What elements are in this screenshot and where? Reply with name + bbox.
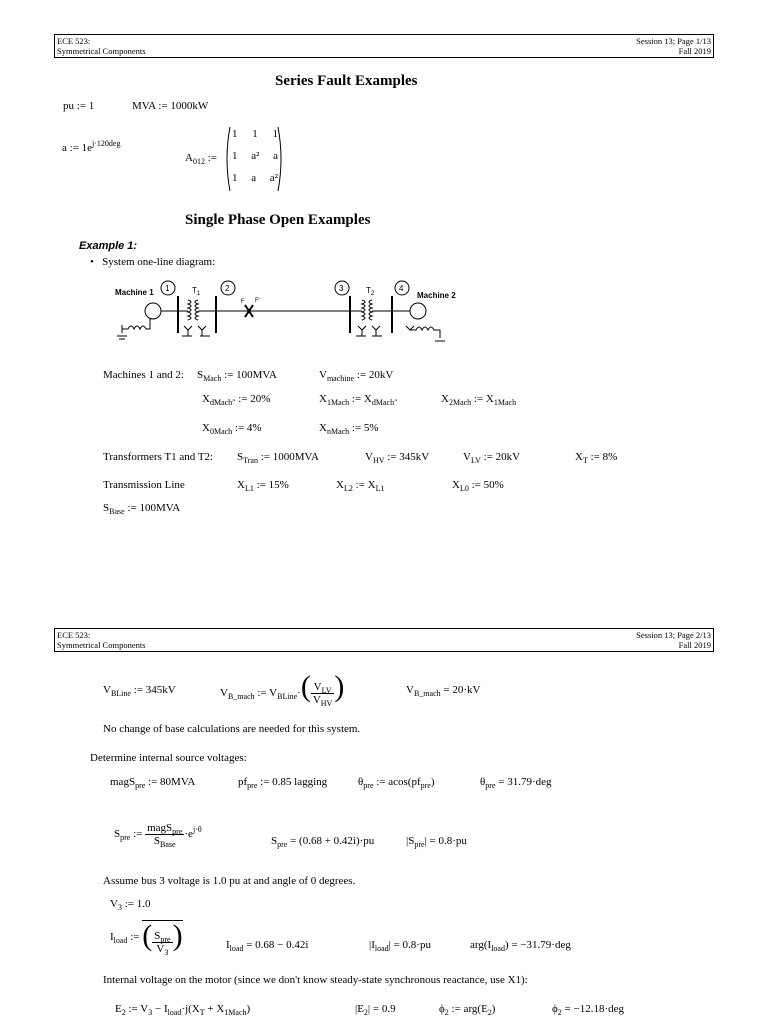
page2-header-right: Session 13; Page 2/13 Fall 2019 bbox=[636, 630, 711, 650]
t2-symbol bbox=[350, 300, 392, 320]
page1-header bbox=[54, 34, 714, 58]
fault-f-label: F bbox=[241, 299, 245, 305]
xl1-def: $X_{L1}$ := 15% bbox=[237, 479, 289, 493]
no-change-note: No change of base calculations are needed for this system. bbox=[103, 723, 361, 735]
bus1-number: 1 bbox=[165, 284, 170, 293]
xl0-def: $X_{L0}$ := 50% bbox=[452, 479, 504, 493]
bus2-number: 2 bbox=[225, 284, 230, 293]
x0-def: $X_{0Mach}$ := 4% bbox=[202, 422, 262, 436]
theta-result: $\theta_{pre} = 31.79\cdot deg$ bbox=[480, 776, 552, 790]
page1-header-left: ECE 523: Symmetrical Components bbox=[57, 36, 146, 56]
page2-header bbox=[54, 628, 714, 652]
spre-def: $S_{pre}$ := $\frac{magS_{pre}}{S_{Base}}$ $\cdot e^{j\cdot\theta}$ bbox=[114, 822, 202, 849]
sbase-def: $S_{Base}$ := 100MVA bbox=[103, 502, 181, 516]
v-hv-def: $V_{HV}$ := 345kV bbox=[365, 451, 430, 465]
bullet-icon: • bbox=[90, 256, 94, 268]
machine2-symbol bbox=[410, 303, 426, 319]
transformers-label: Transformers T1 and T2: bbox=[103, 451, 214, 463]
matrix-row: 1 1 1 bbox=[232, 128, 278, 140]
fault-fprime-label: F' bbox=[255, 298, 260, 304]
iload-magnitude: $|I_{load}| = 0.8\cdot pu$ bbox=[369, 939, 431, 953]
pfpre-def: $pf_{pre}$ := 0.85 lagging bbox=[238, 776, 328, 790]
phi2-result: $\phi_2 = -12.18\cdot deg$ bbox=[552, 1003, 624, 1017]
xl2-def: $X_{L2}$ := $X_{L1}$ bbox=[336, 479, 385, 493]
iload-def: $I_{load}$ := ( $\frac{S_{pre}}{V_3}$ ) bbox=[110, 919, 183, 957]
vbmach-result: $V_{B\_mach} = 20\cdot kV$ bbox=[406, 684, 481, 698]
xn-def: $X_{nMach}$ := 5% bbox=[319, 422, 379, 436]
machines-label: Machines 1 and 2: bbox=[103, 369, 184, 381]
theta-def: $\theta_{pre}$ := $acos(pf_{pre})$ bbox=[358, 776, 435, 790]
page1-header-right: Session 13; Page 1/13 Fall 2019 bbox=[636, 36, 711, 56]
spre-magnitude: $|S_{pre}| = 0.8\cdot pu$ bbox=[406, 835, 467, 849]
matrix-row: 1 a a² bbox=[232, 172, 278, 184]
example-label: Example 1: bbox=[79, 240, 138, 252]
section-title: Single Phase Open Examples bbox=[185, 212, 371, 228]
t2-label: $T_2$ bbox=[366, 286, 375, 297]
voltage-ratio-fraction: $\frac{V_{LV}}{V_{HV}}$ bbox=[312, 680, 333, 708]
one-line-diagram bbox=[110, 278, 470, 350]
assume-note: Assume bus 3 voltage is 1.0 pu at and angle of 0 degrees. bbox=[103, 875, 356, 887]
machine1-symbol bbox=[145, 303, 161, 319]
x1-def: $X_{1Mach}$ := $X_{dMach"}$ bbox=[319, 393, 398, 407]
magspre-def: magS$_{pre}$ := 80MVA bbox=[110, 776, 196, 790]
page-title: Series Fault Examples bbox=[275, 73, 418, 89]
vbmach-def: $V_{B\_mach}$ := $V_{BLine}\cdot$( $\frac{V_{LV}}{V_{HV}}$ ) bbox=[220, 670, 345, 708]
iload-result: $I_{load} = 0.68 - 0.42i$ bbox=[226, 939, 309, 953]
phi2-def: $\phi_2$ := $arg(E_2)$ bbox=[439, 1003, 496, 1017]
bus4-number: 4 bbox=[399, 284, 404, 293]
machine1-ground bbox=[122, 319, 150, 333]
e2-def: $E_2$ := $V_3 - I_{load}\cdot j(X_T + X_{1Mach})$ bbox=[115, 1003, 251, 1017]
determine-note: Determine internal source voltages: bbox=[90, 752, 247, 764]
x2-def: $X_{2Mach}$ := $X_{1Mach}$ bbox=[441, 393, 517, 407]
mva-definition: MVA := 1000kW bbox=[132, 100, 209, 112]
pu-definition: pu := 1 bbox=[63, 100, 95, 112]
iload-angle: $arg(I_{load}) = -31.79\cdot deg$ bbox=[470, 939, 571, 953]
t1-ground bbox=[182, 326, 210, 336]
vbline-def: $V_{BLine}$ := 345kV bbox=[103, 684, 176, 698]
machine1-label: Machine 1 bbox=[115, 288, 154, 297]
e2-magnitude: $|E_2| = 0.9$ bbox=[355, 1003, 396, 1017]
v-machine-def: $V_{machine}$ := 20kV bbox=[319, 369, 394, 383]
x-t-def: $X_T$ := 8% bbox=[575, 451, 618, 465]
bullet-item: • System one-line diagram: bbox=[90, 256, 216, 268]
machine2-label: Machine 2 bbox=[417, 291, 456, 300]
v3-def: $V_3$ := 1.0 bbox=[110, 898, 151, 912]
line-label: Transmission Line bbox=[103, 479, 185, 491]
spre-fraction: $\frac{magS_{pre}}{S_{Base}}$ bbox=[147, 822, 183, 849]
t1-label: $T_1$ bbox=[192, 286, 201, 297]
s-tran-def: $S_{Tran}$ := 1000MVA bbox=[237, 451, 319, 465]
t1-symbol bbox=[178, 300, 216, 320]
internal-voltage-note: Internal voltage on the motor (since we don't know steady-state synchronous reactance, use X1): bbox=[103, 974, 528, 986]
v-lv-def: $V_{LV}$ := 20kV bbox=[463, 451, 521, 465]
matrix bbox=[232, 128, 278, 194]
spre-result: $S_{pre} = (0.68 + 0.42i)\cdot pu$ bbox=[271, 835, 375, 849]
s-mach-def: $S_{Mach}$ := 100MVA bbox=[197, 369, 277, 383]
machine2-ground bbox=[406, 326, 440, 338]
a-definition: a := $1e^{j\cdot 120deg}$ bbox=[62, 139, 121, 154]
matrix-row: 1 a² a bbox=[232, 150, 278, 162]
t2-ground bbox=[356, 326, 382, 336]
xd-def: $X_{dMach"}$ := 20% bbox=[202, 393, 271, 407]
page2-header-left: ECE 523: Symmetrical Components bbox=[57, 630, 146, 650]
bus3-number: 3 bbox=[339, 284, 344, 293]
iload-fraction: $\frac{S_{pre}}{V_3}$ bbox=[154, 929, 171, 957]
a012-lhs: $A_{012}$ := bbox=[185, 152, 217, 166]
